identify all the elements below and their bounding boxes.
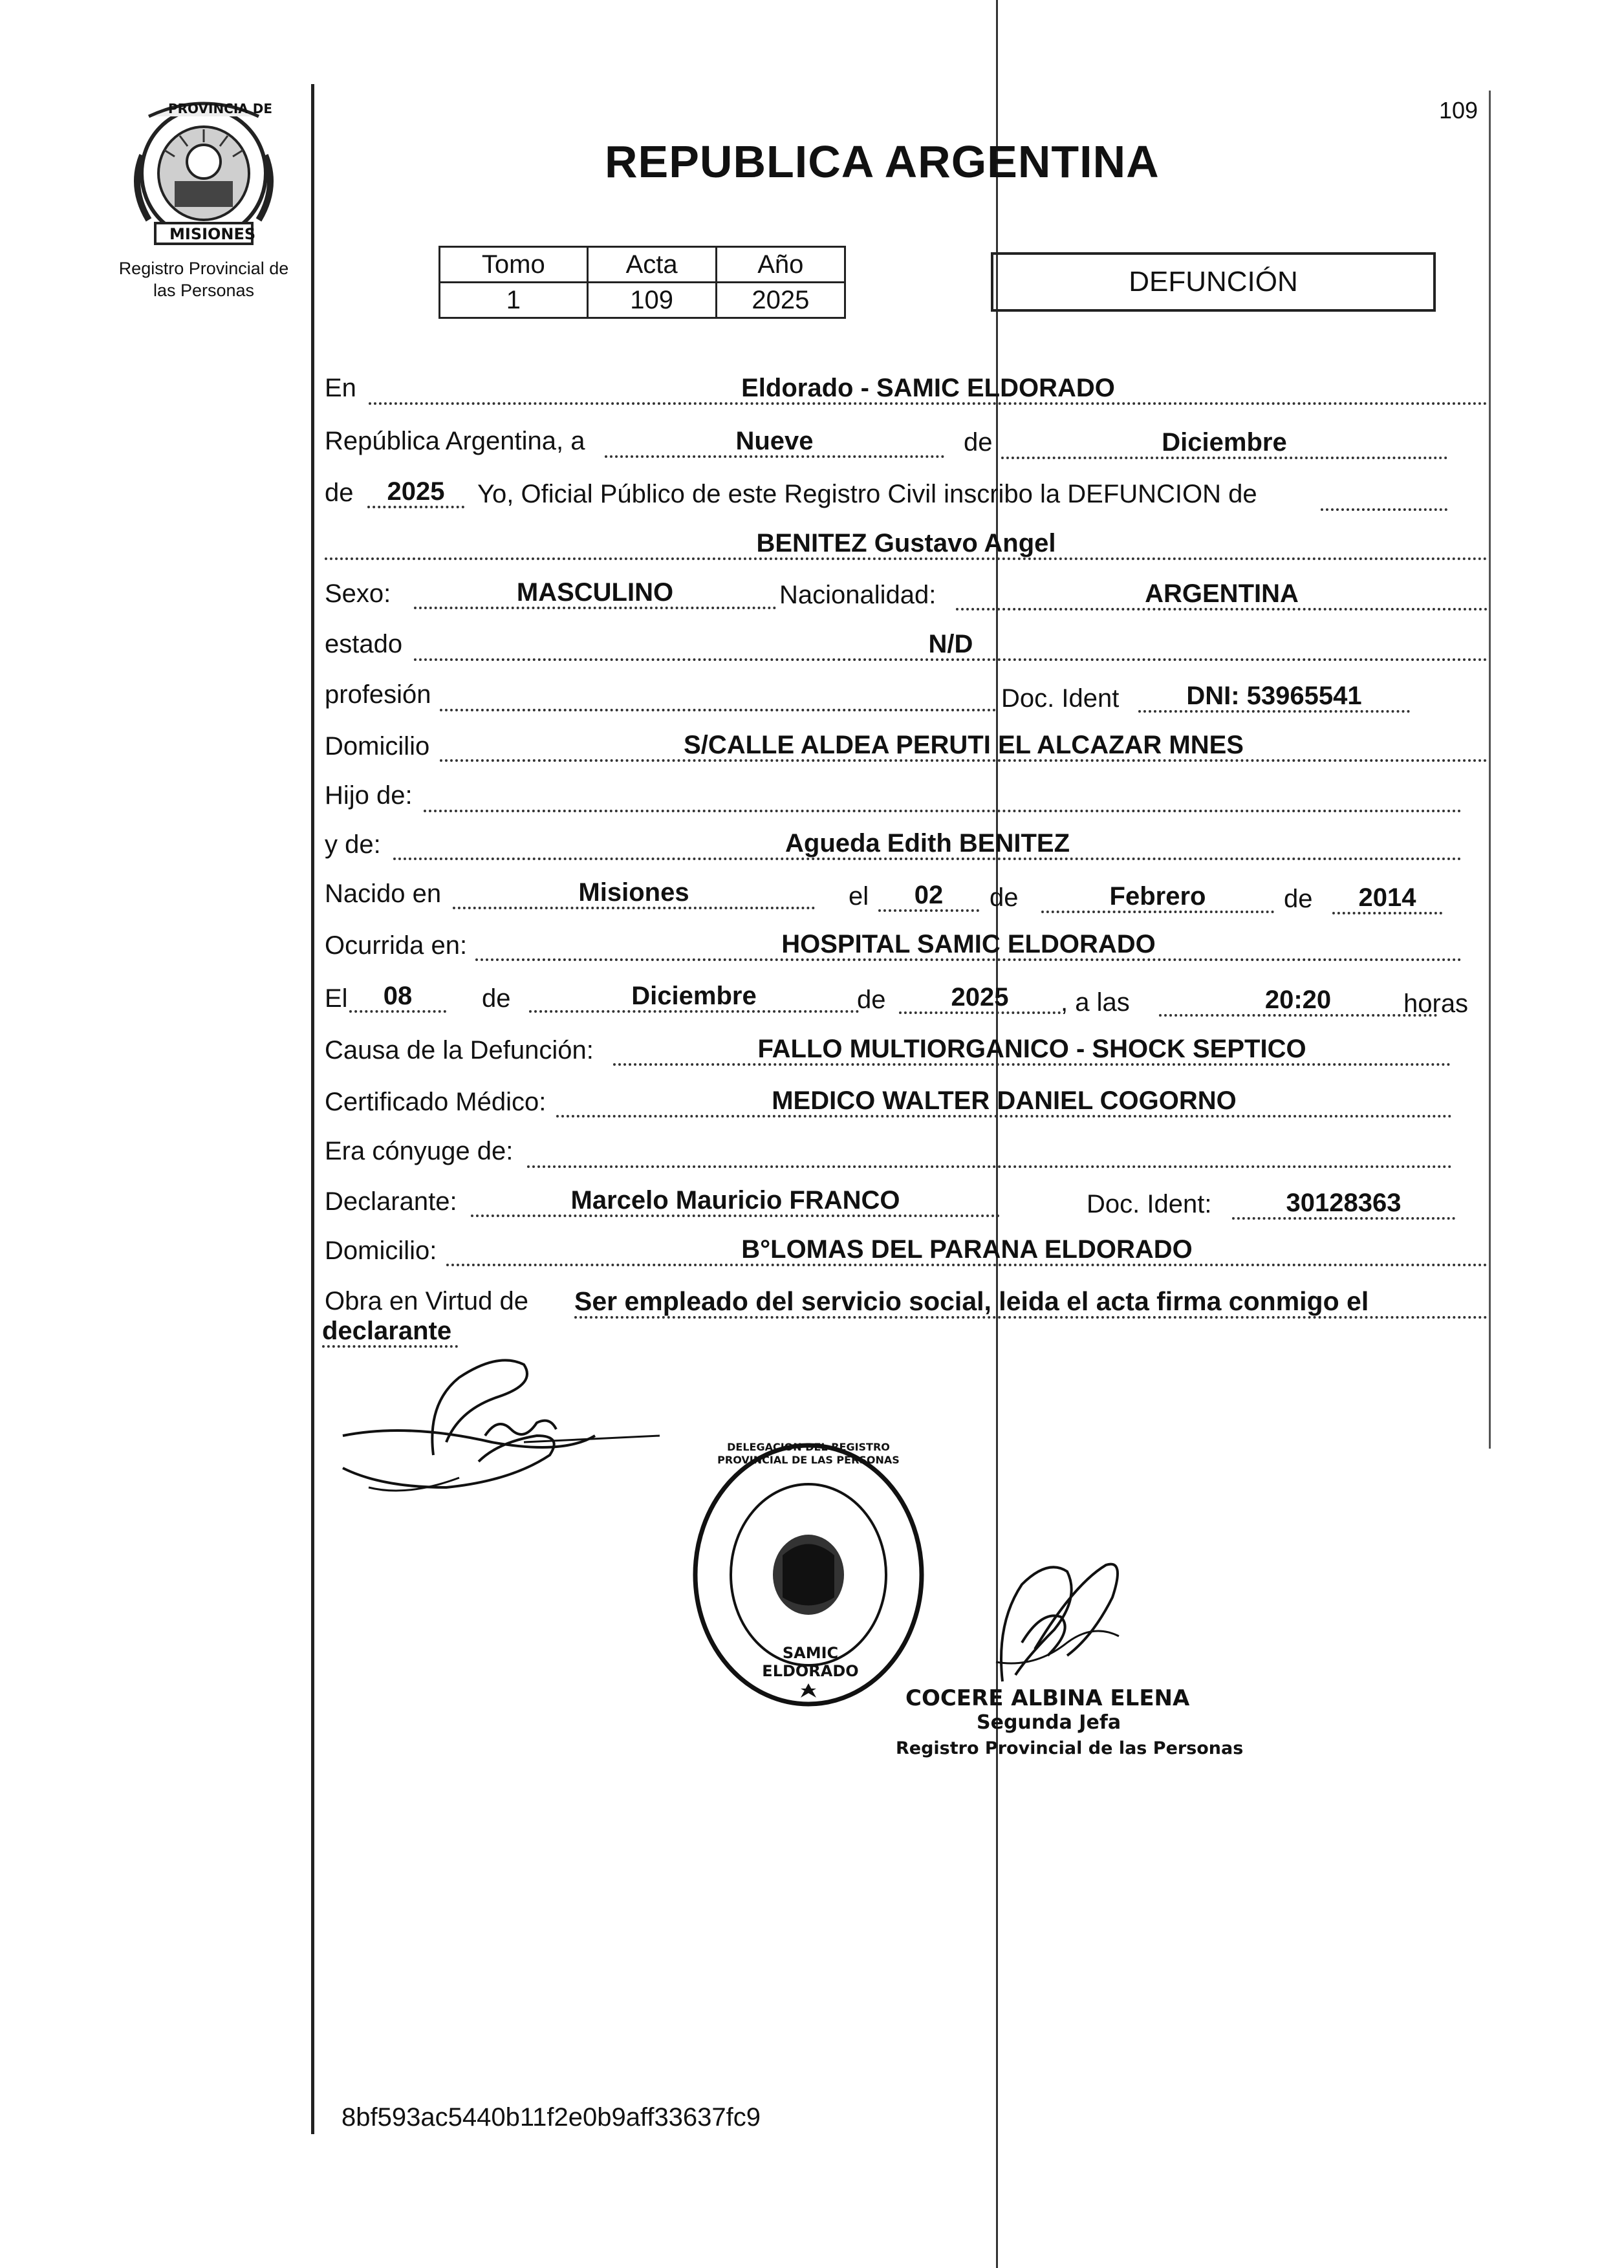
conyuge-value <box>527 1137 1452 1168</box>
alas-label: , a las <box>1061 988 1130 1017</box>
yde-value: Agueda Edith BENITEZ <box>393 829 1462 860</box>
declarant-signature <box>330 1339 666 1513</box>
birth-year: 2014 <box>1332 883 1442 914</box>
declarante-label: Declarante: <box>325 1187 457 1216</box>
record-type-box: DEFUNCIÓN <box>991 252 1436 312</box>
register-header-tomo: Tomo <box>440 247 588 283</box>
emblem-text-bottom: MISIONES <box>169 225 256 243</box>
left-margin-line <box>311 84 314 2134</box>
fold-line <box>996 0 998 2268</box>
register-value-anio: 2025 <box>716 283 845 318</box>
sexo-value: MASCULINO <box>414 578 776 609</box>
birth-day: 02 <box>878 881 979 912</box>
nacido-place: Misiones <box>453 878 815 909</box>
page-number: 109 <box>1439 97 1478 124</box>
register-value-row <box>440 283 845 318</box>
deceased-name: BENITEZ Gustavo Angel <box>325 529 1488 560</box>
register-header-acta: Acta <box>587 247 716 283</box>
de-label-5: de <box>482 984 511 1013</box>
horas-label: horas <box>1403 989 1469 1018</box>
obra-label: Obra en Virtud de <box>325 1287 529 1315</box>
officer-office: Registro Provincial de las Personas <box>896 1738 1244 1758</box>
declarante-value: Marcelo Mauricio FRANCO <box>471 1186 1000 1217</box>
page-title: REPUBLICA ARGENTINA <box>605 136 1160 187</box>
nacido-label: Nacido en <box>325 880 442 908</box>
hijo-value <box>424 781 1462 812</box>
profesion-label: profesión <box>325 680 431 709</box>
causa-label: Causa de la Defunción: <box>325 1036 594 1064</box>
register-value-acta: 109 <box>587 283 716 318</box>
year-value: 2025 <box>367 477 464 508</box>
doc-label: Doc. Ident <box>1001 684 1120 713</box>
decl-domicilio-label: Domicilio: <box>325 1237 437 1265</box>
issuer-line1: Registro Provincial de <box>118 259 289 278</box>
register-header-anio: Año <box>716 247 845 283</box>
yo-tail-line <box>1321 480 1447 511</box>
conyuge-label: Era cónyuge de: <box>325 1137 514 1165</box>
death-year: 2025 <box>899 983 1061 1014</box>
yde-label: y de: <box>325 830 381 859</box>
register-table <box>438 246 846 319</box>
de-label-2: de <box>325 479 354 507</box>
decl-doc-value: 30128363 <box>1232 1189 1455 1220</box>
obra-value-line2: declarante <box>322 1317 458 1348</box>
certificado-label: Certificado Médico: <box>325 1088 547 1116</box>
doc-value: DNI: 53965541 <box>1138 682 1410 713</box>
seal-inner-text: SAMIC ELDORADO <box>762 1644 859 1680</box>
en-label: En <box>325 374 356 402</box>
ocurrida-label: Ocurrida en: <box>325 931 468 960</box>
el2-label: El <box>325 984 348 1013</box>
month-text: Diciembre <box>1001 428 1447 459</box>
causa-value: FALLO MULTIORGANICO - SHOCK SEPTICO <box>613 1035 1451 1066</box>
seal-outer-text: DELEGACION DEL REGISTRO PROVINCIAL DE LAS PERSONAS <box>717 1441 900 1466</box>
de-label-6: de <box>857 986 886 1014</box>
issuer-name <box>97 257 310 301</box>
yo-text: Yo, Oficial Público de este Registro Civil inscribo la DEFUNCION de <box>477 480 1257 508</box>
de-label-3: de <box>990 883 1019 912</box>
officer-role: Segunda Jefa <box>977 1711 1121 1734</box>
profesion-value <box>440 680 996 711</box>
emblem-text-top: PROVINCIA DE <box>168 101 273 116</box>
decl-domicilio-value: B°LOMAS DEL PARANA ELDORADO <box>446 1235 1488 1266</box>
officer-signature <box>977 1546 1132 1694</box>
right-margin-line <box>1489 91 1491 1449</box>
domicilio-label: Domicilio <box>325 732 430 761</box>
register-header-row <box>440 247 845 283</box>
province-emblem <box>123 97 285 246</box>
de-label-1: de <box>964 428 993 457</box>
issuer-line2: las Personas <box>153 281 255 300</box>
death-day: 08 <box>349 982 446 1013</box>
officer-name: COCERE ALBINA ELENA <box>905 1685 1190 1711</box>
decl-doc-label: Doc. Ident: <box>1087 1190 1212 1218</box>
death-time: 20:20 <box>1159 986 1437 1017</box>
day-text: Nueve <box>605 427 944 458</box>
el-label: el <box>849 882 869 911</box>
republica-label: República Argentina, a <box>325 427 585 455</box>
ocurrida-value: HOSPITAL SAMIC ELDORADO <box>475 930 1462 961</box>
domicilio-value: S/CALLE ALDEA PERUTI EL ALCAZAR MNES <box>440 731 1488 762</box>
nacionalidad-label: Nacionalidad: <box>779 581 937 609</box>
en-value: Eldorado - SAMIC ELDORADO <box>369 374 1488 405</box>
nacionalidad-value: ARGENTINA <box>956 579 1488 610</box>
obra-value-line1: Ser empleado del servicio social, leida el acta firma conmigo el <box>574 1287 1488 1319</box>
estado-label: estado <box>325 630 403 658</box>
death-month: Diciembre <box>529 982 859 1013</box>
sexo-label: Sexo: <box>325 579 391 608</box>
certificado-value: MEDICO WALTER DANIEL COGORNO <box>556 1086 1452 1118</box>
hijo-label: Hijo de: <box>325 781 413 810</box>
register-value-tomo: 1 <box>440 283 588 318</box>
document-hash: 8bf593ac5440b11f2e0b9aff33637fc9 <box>341 2103 761 2132</box>
de-label-4: de <box>1284 885 1313 913</box>
birth-month: Febrero <box>1041 882 1274 913</box>
estado-value: N/D <box>414 630 1488 661</box>
official-seal <box>686 1436 931 1714</box>
